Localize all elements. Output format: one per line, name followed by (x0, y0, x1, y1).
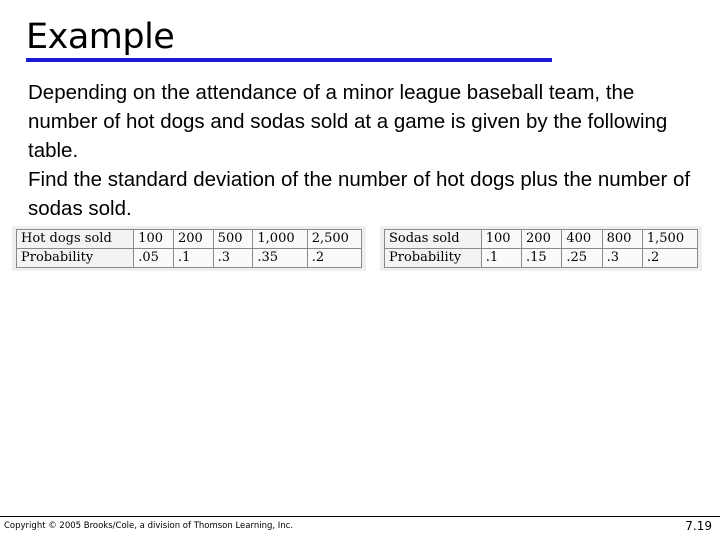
table-cell: .25 (562, 249, 602, 268)
table-cell: .15 (522, 249, 562, 268)
footer-copyright: Copyright © 2005 Brooks/Cole, a division of Thomson Learning, Inc. (4, 521, 294, 531)
slide-title: Example (26, 17, 175, 57)
table-row (17, 249, 362, 268)
sodas-probability-table (384, 229, 698, 268)
table-cell: .2 (642, 249, 697, 268)
question-paragraph: Find the standard deviation of the number of hot dogs plus the number of sodas sold. (28, 168, 691, 220)
table-cell: 1,500 (642, 230, 697, 249)
hot-dogs-table-container (12, 226, 366, 271)
table-row (385, 230, 698, 249)
table-row (385, 249, 698, 268)
table-cell: .05 (134, 249, 174, 268)
row-label: Probability (385, 249, 482, 268)
table-cell: .2 (307, 249, 361, 268)
table-cell: .1 (481, 249, 521, 268)
table-cell: 500 (213, 230, 253, 249)
table-cell: 100 (134, 230, 174, 249)
footer-divider (0, 516, 720, 517)
table-cell: .1 (173, 249, 213, 268)
table-cell: .35 (253, 249, 307, 268)
row-label: Hot dogs sold (17, 230, 134, 249)
problem-paragraph: Depending on the attendance of a minor league baseball team, the number of hot dogs and sodas sold at a game is given by the following table. (28, 81, 668, 162)
slide-body (28, 78, 708, 223)
table-cell: .3 (213, 249, 253, 268)
title-underline (26, 58, 552, 62)
table-cell: 2,500 (307, 230, 361, 249)
table-cell: 400 (562, 230, 602, 249)
table-cell: 200 (173, 230, 213, 249)
row-label: Probability (17, 249, 134, 268)
table-cell: 200 (522, 230, 562, 249)
table-cell: 100 (481, 230, 521, 249)
table-cell: 800 (602, 230, 642, 249)
hot-dogs-probability-table (16, 229, 362, 268)
slide-number: 7.19 (685, 519, 712, 533)
sodas-table-container (380, 226, 702, 271)
table-cell: 1,000 (253, 230, 307, 249)
row-label: Sodas sold (385, 230, 482, 249)
table-cell: .3 (602, 249, 642, 268)
table-row (17, 230, 362, 249)
